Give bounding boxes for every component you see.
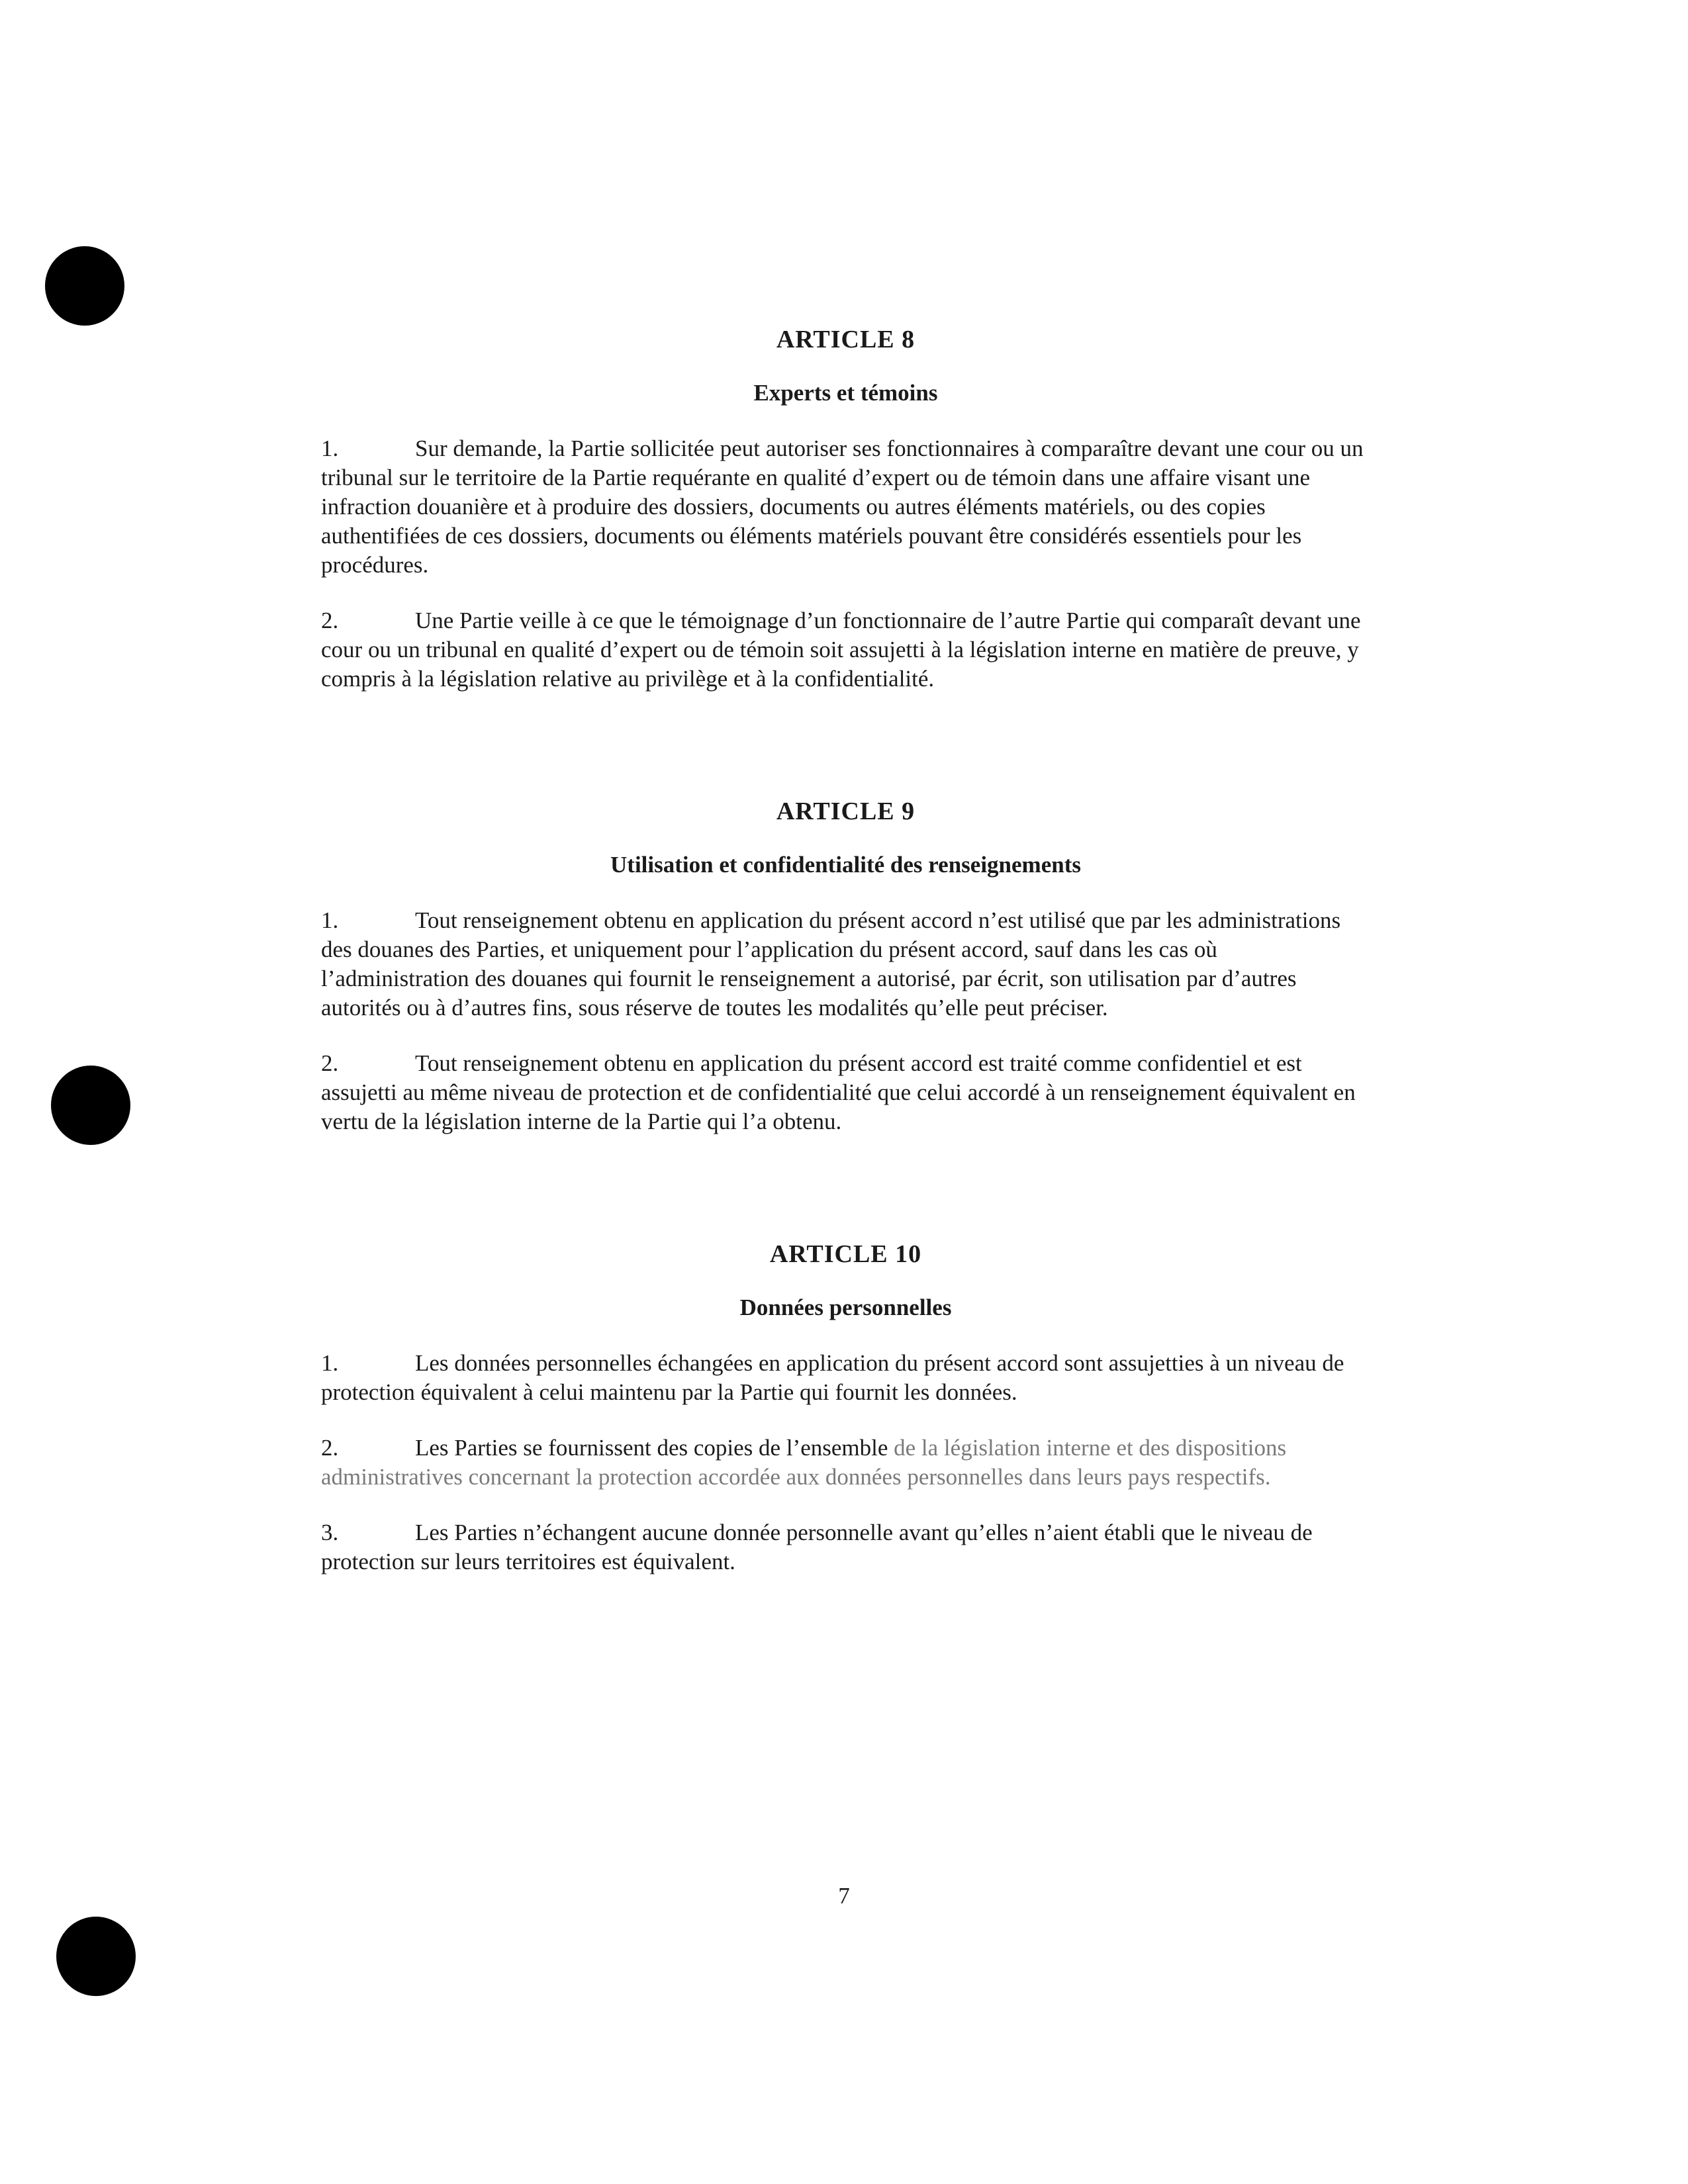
paragraph <box>321 1349 1370 1407</box>
paragraph-number: 2. <box>321 1435 339 1461</box>
article-heading: ARTICLE 8 <box>776 326 915 353</box>
paragraph-number: 1. <box>321 1350 339 1376</box>
paragraph <box>321 434 1370 580</box>
paragraph-number: 2. <box>321 1050 339 1076</box>
paragraph <box>321 606 1370 694</box>
article-title: Experts et témoins <box>753 380 938 406</box>
punch-hole <box>56 1917 136 1996</box>
punch-hole <box>51 1066 130 1145</box>
document-body <box>321 324 1370 1603</box>
article-heading: ARTICLE 9 <box>776 797 915 825</box>
page-number: 7 <box>838 1883 850 1909</box>
article-heading: ARTICLE 10 <box>769 1240 922 1268</box>
paragraph-text: Tout renseignement obtenu en application du présent accord n’est utilisé que par les administrations des douanes des Parties, et uniquement pour l’application du présent accord, sauf dans les cas où l’administration des douanes qui fournit le renseignement a autorisé, par écrit, son utilisation par d’autres autorités ou à d’autres fins, sous réserve de toutes les modalités qu’elle peut préciser. <box>321 907 1341 1021</box>
paragraph-number: 2. <box>321 608 339 633</box>
paragraph-number: 3. <box>321 1520 339 1545</box>
paragraph-text: Les Parties se fournissent des copies de l’ensemble <box>415 1435 894 1461</box>
paragraph <box>321 906 1370 1023</box>
paragraph-text: Tout renseignement obtenu en application du présent accord est traité comme confidentiel et est assujetti au même niveau de protection et de confidentialité que celui accordé à un renseignement équivalent en vertu de la législation interne de la Partie qui l’a obtenu. <box>321 1050 1356 1134</box>
paragraph <box>321 1433 1370 1492</box>
article-title: Utilisation et confidentialité des renseignements <box>610 852 1081 878</box>
paragraph <box>321 1049 1370 1136</box>
paragraph <box>321 1518 1370 1576</box>
article-10 <box>321 1239 1370 1576</box>
article-title: Données personnelles <box>739 1295 952 1320</box>
paragraph-text: Sur demande, la Partie sollicitée peut autoriser ses fonctionnaires à comparaître devant une cour ou un tribunal sur le territoire de la Partie requérante en qualité d’expert ou de témoin dans une affaire visant une infraction douanière et à produire des dossiers, documents ou autres éléments matériels, ou des copies authentifiées de ces dossiers, documents ou éléments matériels pouvant être considérés essentiels pour les procédures. <box>321 435 1364 578</box>
punch-hole <box>45 246 124 326</box>
paragraph-text: Les données personnelles échangées en application du présent accord sont assujetties à un niveau de protection équivalent à celui maintenu par la Partie qui fournit les données. <box>321 1350 1344 1405</box>
paragraph-text-faded: de la législation interne et des dispositions administratives concernant la protection accordée aux données personnelles dans leurs pays respectifs. <box>321 1435 1287 1490</box>
paragraph-number: 1. <box>321 907 339 933</box>
paragraph-number: 1. <box>321 435 339 461</box>
paragraph-text: Les Parties n’échangent aucune donnée personnelle avant qu’elles n’aient établi que le niveau de protection sur leurs territoires est équivalent. <box>321 1520 1313 1574</box>
paragraph-text: Une Partie veille à ce que le témoignage d’un fonctionnaire de l’autre Partie qui comparaît devant une cour ou un tribunal en qualité d’expert ou de témoin soit assujetti à la législation interne en matière de preuve, y compris à la législation relative au privilège et à la confidentialité. <box>321 608 1361 692</box>
article-9 <box>321 796 1370 1136</box>
article-8 <box>321 324 1370 694</box>
